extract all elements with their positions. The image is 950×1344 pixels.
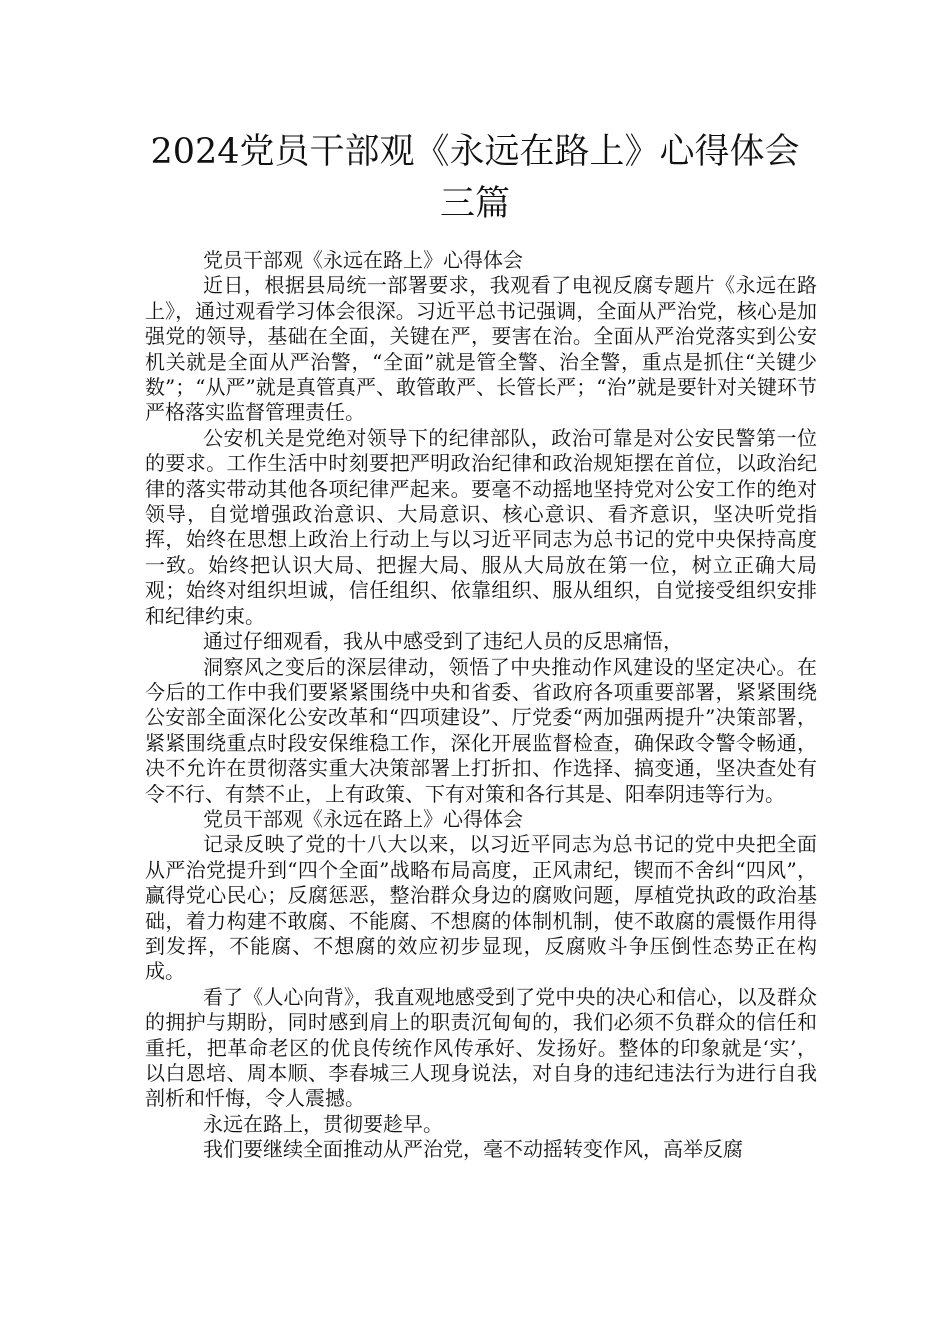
- paragraph-6: 看了《人心向背》，我直观地感受到了党中央的决心和信心，以及群众的拥护与期盼，同时感到肩上的职责沉甸甸的，我们必须不负群众的信任和重托，把革命老区的优良传统作风传承好、发扬好。整体的印象就是‘实’，以白恩培、周本顺、李春城三人现身说法，对自身的违纪违法行为进行自我剖析和忏悔，令人震撼。: [145, 984, 817, 1111]
- section-heading-2: 党员干部观《永远在路上》心得体会: [203, 806, 523, 831]
- paragraph-5: 记录反映了党的十八大以来，以习近平同志为总书记的党中央把全面从严治党提升到“四个全面”战略布局高度，正风肃纪，锲而不舍纠“四风”，赢得党心民心；反腐惩恶，整治群众身边的腐败问题，厚植党执政的政治基础，着力构建不敢腐、不能腐、不想腐的体制机制，使不敢腐的震慑作用得到发挥，不能腐、不想腐的效应初步显现，反腐败斗争压倒性态势正在构成。: [145, 832, 817, 984]
- section-heading-1: 党员干部观《永远在路上》心得体会: [203, 248, 523, 272]
- paragraph-4: 洞察风之变后的深层律动，领悟了中央推动作风建设的坚定决心。在今后的工作中我们要紧紧围绕中央和省委、省政府各项重要部署，紧紧围绕公安部全面深化公安改革和“四项建设”、厅党委“两加强两提升”决策部署，紧紧围绕重点时段安保维稳工作，深化开展监督检查，确保政令警令畅通，决不允许在贯彻落实重大决策部署上打折扣、作选择、搞变通，坚决查处有令不行、有禁不止，上有政策、下有对策和各行其是、阳奉阴违等行为。: [145, 654, 817, 806]
- document-title: [100, 126, 850, 230]
- paragraph-7: 永远在路上，贯彻要趁早。: [203, 1111, 443, 1136]
- paragraph-2: 公安机关是党绝对领导下的纪律部队，政治可靠是对公安民警第一位的要求。工作生活中时刻要把严明政治纪律和政治规矩摆在首位，以政治纪律的落实带动其他各项纪律严起来。要毫不动摇地坚持党对公安工作的绝对领导，自觉增强政治意识、大局意识、核心意识、看齐意识，坚决听党指挥，始终在思想上政治上行动上与以习近平同志为总书记的党中央保持高度一致。始终把认识大局、把握大局、服从大局放在第一位，树立正确大局观；始终对组织坦诚，信任组织、依靠组织、服从组织，自觉接受组织安排和纪律约束。: [145, 425, 817, 628]
- paragraph-3: 通过仔细观看，我从中感受到了违纪人员的反思痛悟，: [203, 629, 683, 654]
- paragraph-8: 我们要继续全面推动从严治党，毫不动摇转变作风，高举反腐: [203, 1137, 743, 1162]
- title-line-1: 2024党员干部观《永远在路上》心得体会: [150, 132, 800, 172]
- paragraph-1: 近日，根据县局统一部署要求，我观看了电视反腐专题片《永远在路上》，通过观看学习体会很深。习近平总书记强调，全面从严治党，核心是加强党的领导，基础在全面，关键在严，要害在治。全面从严治党落实到公安机关就是全面从严治警，“全面”就是管全警、治全警，重点是抓住“关键少数”；“从严”就是真管真严、敢管敢严、长管长严；“治”就是要针对关键环节严格落实监督管理责任。: [145, 273, 817, 425]
- title-line-2: 三篇: [439, 184, 510, 224]
- document-body: [145, 248, 817, 1163]
